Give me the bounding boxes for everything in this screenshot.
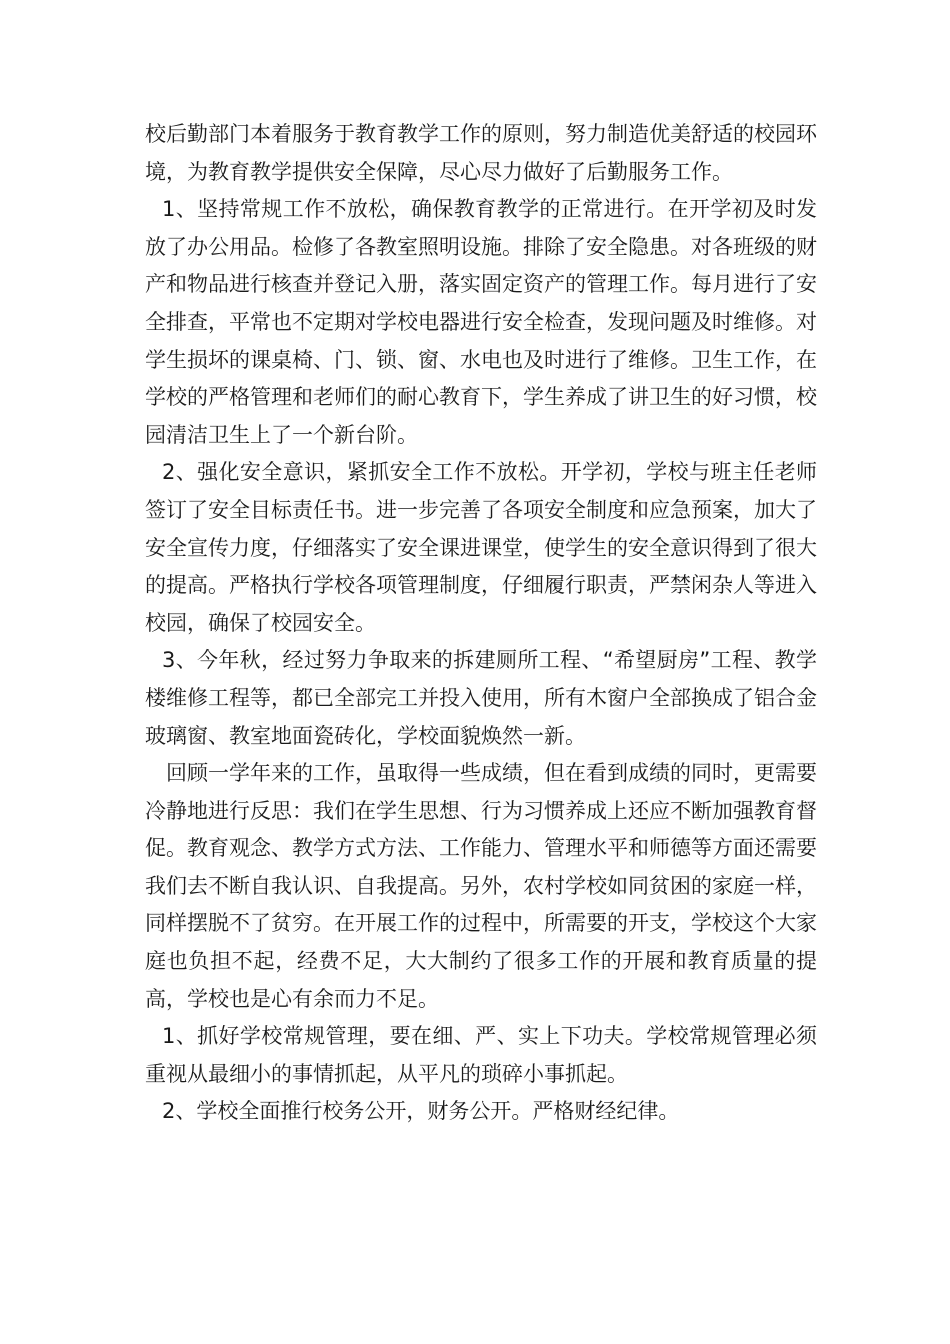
paragraph-item-1: 1、坚持常规工作不放松，确保教育教学的正常进行。在开学初及时发放了办公用品。检修了各教室照明设施。排除了安全隐患。对各班级的财产和物品进行核查并登记入册，落实固定资产的管理工作。每月进行了安全排查，平常也不定期对学校电器进行安全检查，发现问题及时维修。对学生损坏的课桌椅、门、锁、窗、水电也及时进行了维修。卫生工作，在学校的严格管理和老师们的耐心教育下，学生养成了讲卫生的好习惯，校园清洁卫生上了一个新台阶。 — [145, 197, 817, 447]
paragraph-item-3: 3、今年秋，经过努力争取来的拆建厕所工程、“希望厨房”工程、教学楼维修工程等，都已全部完工并投入使用，所有木窗户全部换成了铝合金玻璃窗、教室地面瓷砖化，学校面貌焕然一新。 — [145, 648, 817, 748]
paragraph-plan-1: 1、抓好学校常规管理，要在细、严、实上下功夫。学校常规管理必须重视从最细小的事情抓起，从平凡的琐碎小事抓起。 — [145, 1024, 817, 1086]
paragraph-plan-2: 2、学校全面推行校务公开，财务公开。严格财经纪律。 — [162, 1099, 680, 1124]
document-body — [145, 116, 817, 1131]
paragraph-item-2: 2、强化安全意识，紧抓安全工作不放松。开学初，学校与班主任老师签订了安全目标责任书。进一步完善了各项安全制度和应急预案，加大了安全宣传力度，仔细落实了安全课进课堂，使学生的安全意识得到了很大的提高。严格执行学校各项管理制度，仔细履行职责，严禁闲杂人等进入校园，确保了校园安全。 — [145, 460, 817, 635]
paragraph-review: 回顾一学年来的工作，虽取得一些成绩，但在看到成绩的同时，更需要冷静地进行反思：我们在学生思想、行为习惯养成上还应不断加强教育督促。教育观念、教学方式方法、工作能力、管理水平和师德等方面还需要我们去不断自我认识、自我提高。另外，农村学校如同贫困的家庭一样，同样摆脱不了贫穷。在开展工作的过程中，所需要的开支，学校这个大家庭也负担不起，经费不足，大大制约了很多工作的开展和教育质量的提高，学校也是心有余而力不足。 — [145, 761, 817, 1011]
paragraph-intro: 校后勤部门本着服务于教育教学工作的原则，努力制造优美舒适的校园环境，为教育教学提供安全保障，尽心尽力做好了后勤服务工作。 — [145, 122, 817, 184]
